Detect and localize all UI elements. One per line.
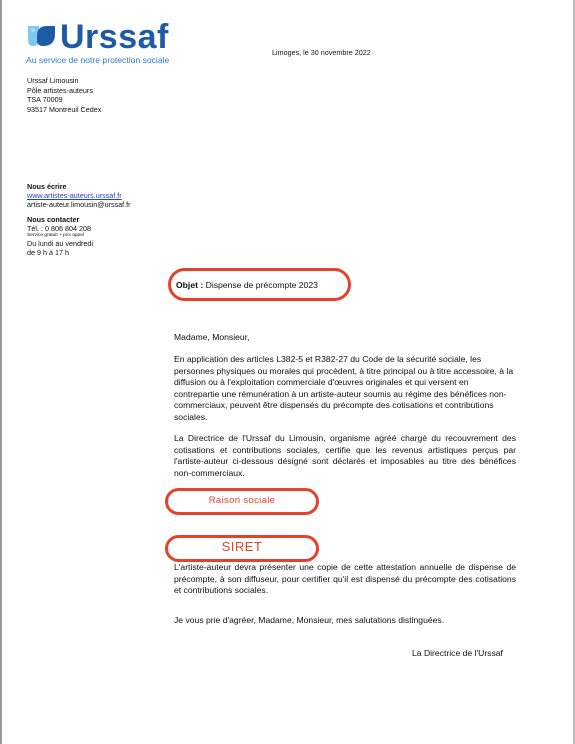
letter-date: Limoges, le 30 novembre 2022 [272,48,371,57]
contact-hours: de 9 h à 17 h [27,248,69,257]
letter-closing: Je vous prie d'agréer, Madame, Monsieur, mes salutations distinguées. [174,615,445,625]
letter-greeting: Madame, Monsieur, [174,332,250,342]
contact-email: artiste-auteur.limousin@urssaf.fr [27,200,131,209]
address-line: Pôle artistes-auteurs [27,85,93,95]
brand-tagline: Au service de notre protection sociale [26,55,170,65]
urssaf-logo-icon [26,22,60,52]
letter-paragraph: L'artiste-auteur devra présenter une copie de cette attestation annuelle de dispense de précompte, à son diffuseur, pour certifier qu'il est dispensé du précompte des cotisations et contributions sociales. [174,562,516,595]
subject-text: Dispense de précompte 2023 [205,280,318,290]
siret-placeholder: SIRET [221,539,263,554]
contact-block [27,182,131,257]
letter-subject [176,280,318,290]
brand-name: Urssaf [60,18,169,56]
address-line: TSA 70009 [27,95,63,105]
contact-heading: Nous contacter [27,215,80,224]
address-line: Urssaf Limousin [27,76,79,85]
contact-phone: Tél. : 0 806 804 208 [27,224,91,233]
website-link[interactable]: www.artistes-auteurs.urssaf.fr [27,191,122,200]
letter-signature: La Directrice de l'Urssaf [412,648,503,658]
sender-address [27,76,101,114]
address-line: 93517 Montreuil Cedex [27,104,102,114]
letter-paragraph: La Directrice de l'Urssaf du Limousin, organisme agréé chargé du recouvrement des cotisations et contributions sociales, certifie que les revenus artistiques perçus par l'artiste-auteur ci-dessous désigné sont déclarés et imposables au titre des bénéfices non-commerciaux. [174,433,516,478]
subject-label: Objet : [176,280,204,290]
contact-hours: Du lundi au vendredi [27,239,93,248]
write-heading: Nous écrire [27,182,67,191]
phone-note: Service gratuit + prix appel [27,233,84,238]
company-name-placeholder: Raison sociale [208,495,276,506]
letter-paragraph: En application des articles L382-5 et R382-27 du Code de la sécurité sociale, les personnes physiques ou morales qui procèdent, à titre principal ou à titre accessoire, à la diffusion ou à l'exploitation commerciale d'œuvres originales et qui versent en contrepartie une rémunération à un artiste-auteur soumis au régime des bénéfices non-commerciaux, peuvent être dispensés du précompte des cotisations et contributions sociales. [174,354,514,422]
page-border-left [0,0,2,744]
